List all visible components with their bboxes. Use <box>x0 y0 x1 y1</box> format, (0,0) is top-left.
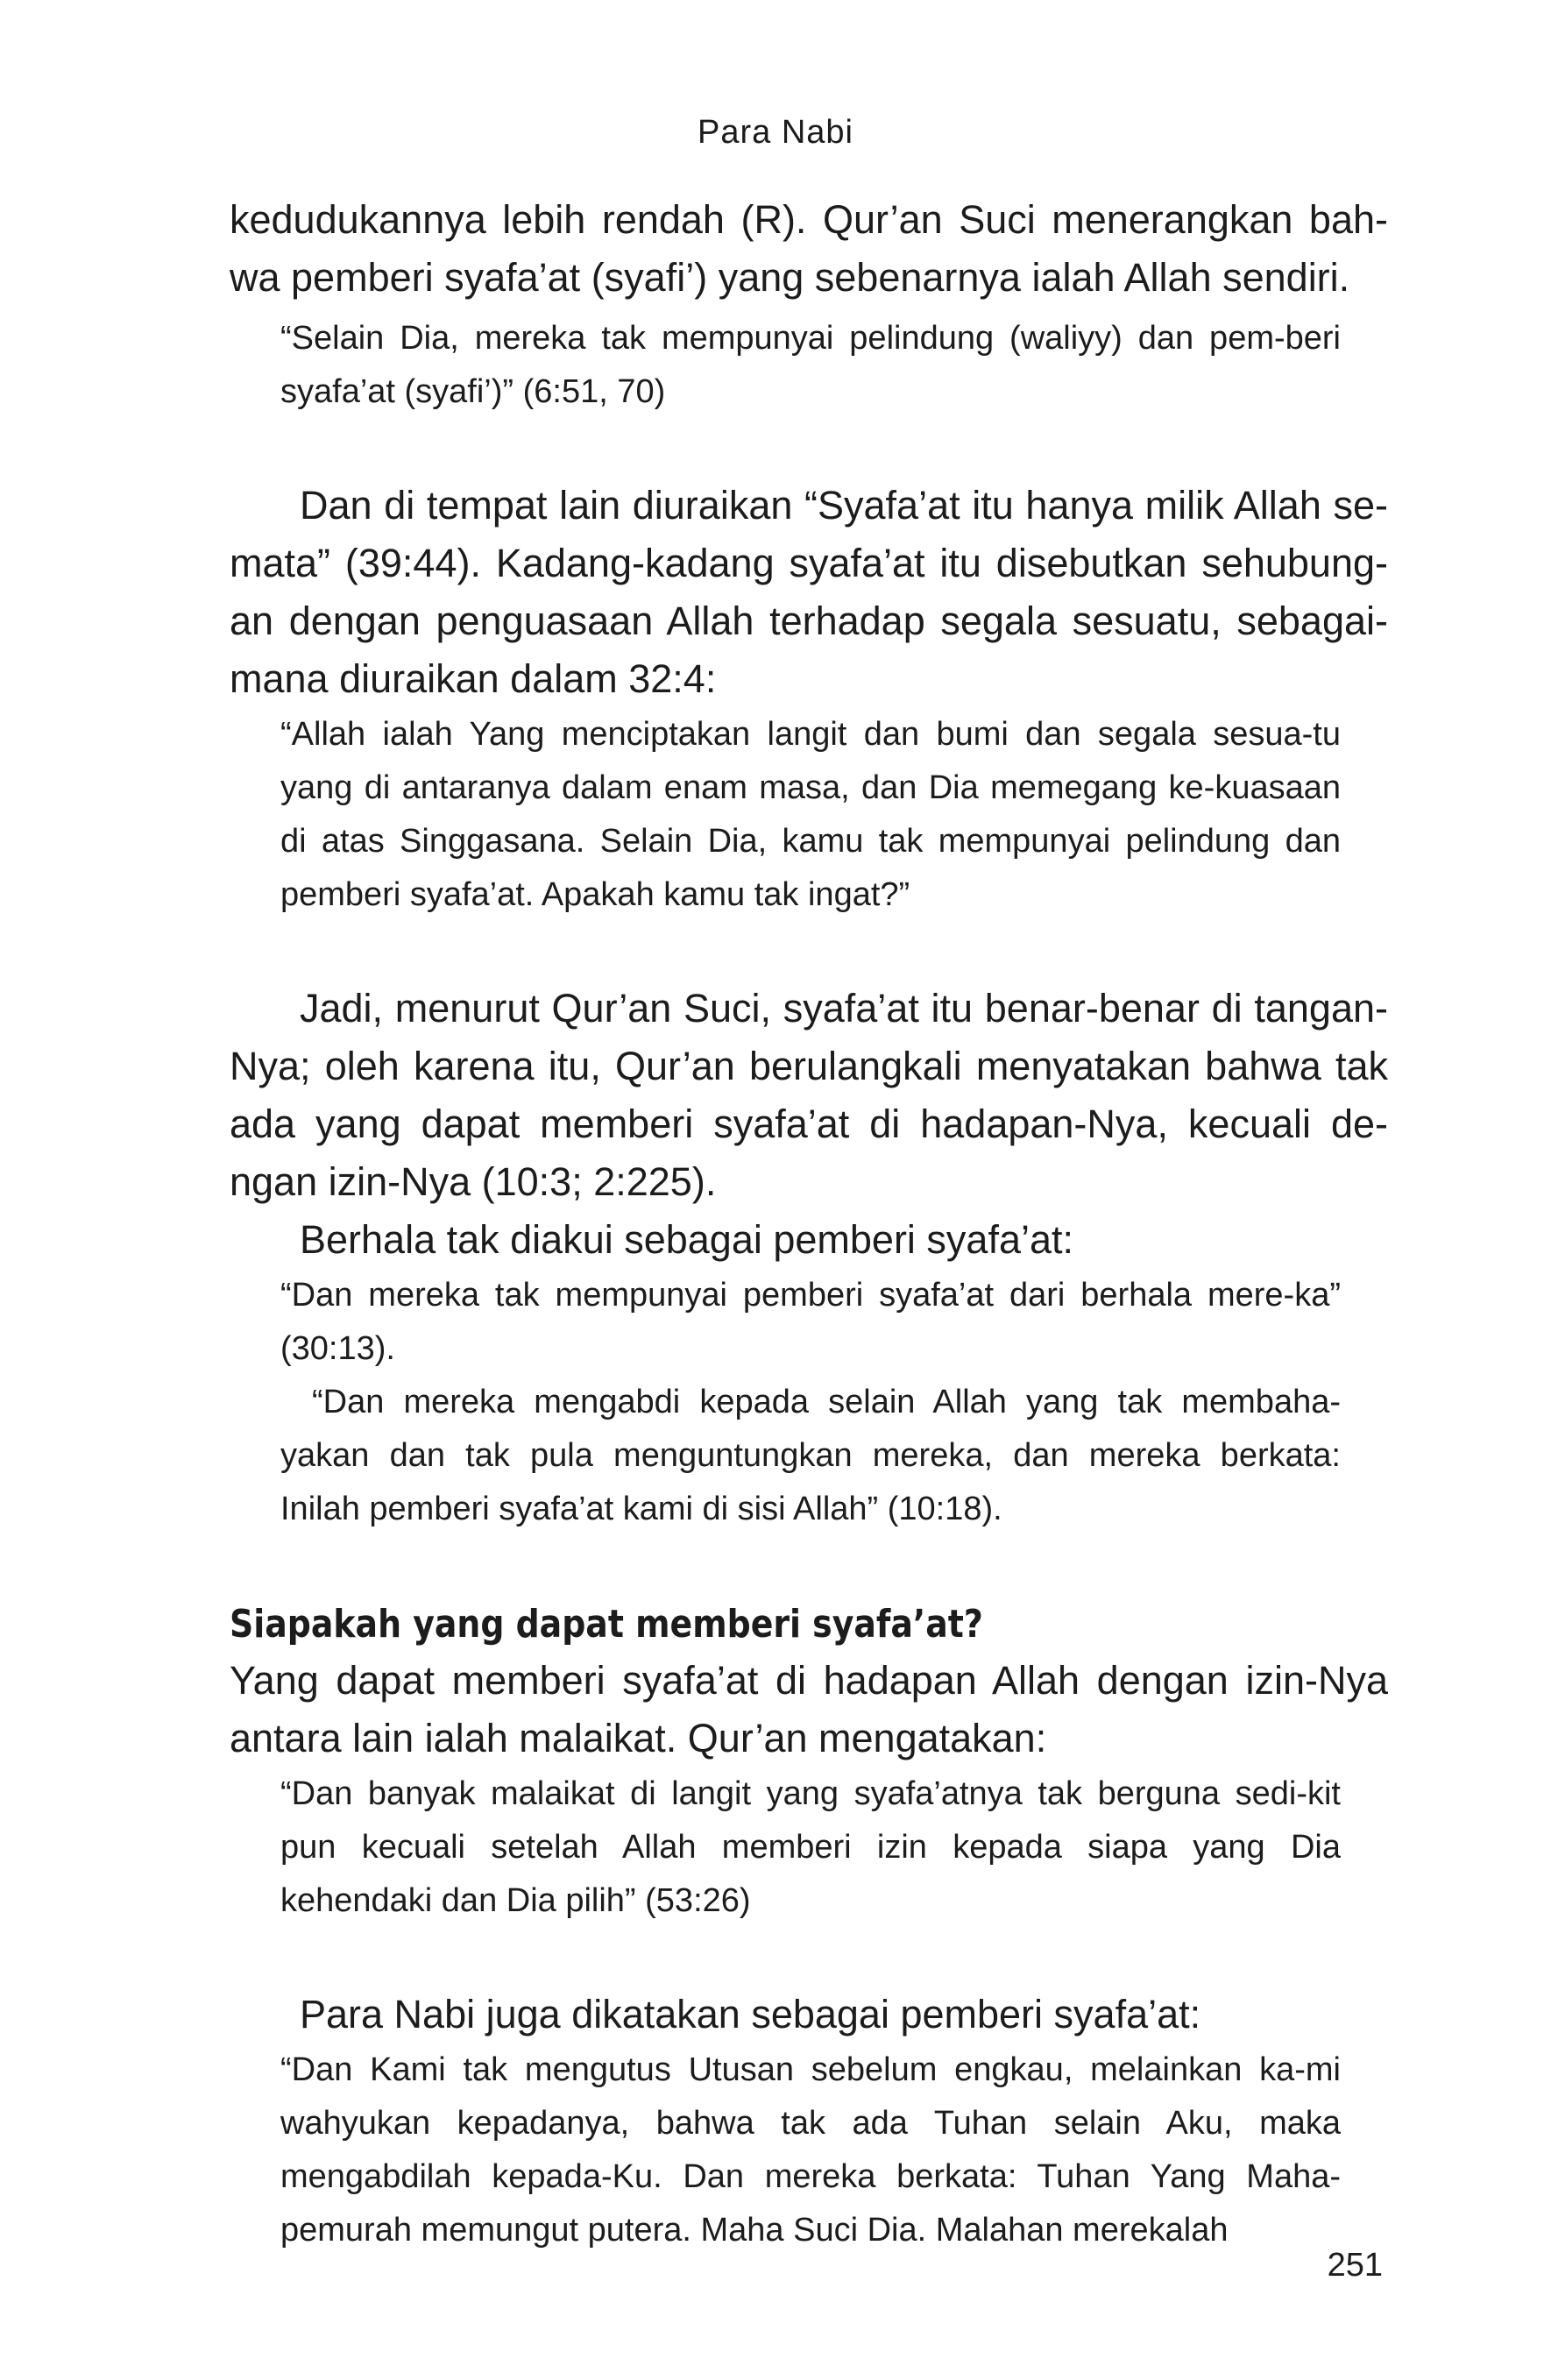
paragraph: Dan di tempat lain diuraikan “Syafa’at itu hanya milik Allah se-mata” (39:44). Kadang-kadang syafa’at itu disebutkan sehubung-an dengan penguasaan Allah terhadap segala sesuatu, sebagai-mana diuraikan dalam 32:4: <box>230 483 1388 701</box>
page-number: 251 <box>1327 2247 1383 2284</box>
quotation: “Selain Dia, mereka tak mempunyai pelindung (waliyy) dan pem-beri syafa’at (syafi’)” (6:51, 70) <box>280 320 1341 410</box>
quotation: “Dan Kami tak mengutus Utusan sebelum engkau, melainkan ka-mi wahyukan kepadanya, bahwa tak ada Tuhan selain Aku, maka mengabdilah kepada-Ku. Dan mereka berkata: Tuhan Yang Maha-pemurah memungut putera. Maha Suci Dia. Malahan merekalah <box>280 2051 1341 2249</box>
quotation: “Dan banyak malaikat di langit yang syafa’atnya tak berguna sedi-kit pun kecuali setelah Allah memberi izin kepada siapa yang Dia kehendaki dan Dia pilih” (53:26) <box>280 1775 1341 1919</box>
paragraph: Jadi, menurut Qur’an Suci, syafa’at itu benar-benar di tangan-Nya; oleh karena itu, Qur’an berulangkali menyatakan bahwa tak ada yang dapat memberi syafa’at di hadapan-Nya, kecuali de-ngan izin-Nya (10:3; 2:225). <box>230 986 1388 1204</box>
section-heading: Siapakah yang dapat memberi syafa’at? <box>230 1602 983 1647</box>
running-header: Para Nabi <box>698 114 853 151</box>
paragraph: Yang dapat memberi syafa’at di hadapan Allah dengan izin-Nya antara lain ialah malaikat. Qur’an mengatakan: <box>230 1658 1388 1760</box>
paragraph: Berhala tak diakui sebagai pemberi syafa’at: <box>300 1217 1074 1262</box>
page-content <box>230 191 1388 2257</box>
quotation: “Allah ialah Yang menciptakan langit dan bumi dan segala sesua-tu yang di antaranya dalam enam masa, dan Dia memegang ke-kuasaan di atas Singgasana. Selain Dia, kamu tak mempunyai pelindung dan pemberi syafa’at. Apakah kamu tak ingat?” <box>280 716 1341 913</box>
paragraph: kedudukannya lebih rendah (R). Qur’an Suci menerangkan bah-wa pemberi syafa’at (syafi’) yang sebenarnya ialah Allah sendiri. <box>230 197 1388 300</box>
paragraph: Para Nabi juga dikatakan sebagai pemberi syafa’at: <box>300 1992 1201 2036</box>
quotation: “Dan mereka tak mempunyai pemberi syafa’at dari berhala mere-ka” (30:13). <box>280 1277 1341 1367</box>
quotation: “Dan mereka mengabdi kepada selain Allah yang tak membaha-yakan dan tak pula menguntungkan mereka, dan mereka berkata: Inilah pemberi syafa’at kami di sisi Allah” (10:18). <box>280 1384 1341 1527</box>
